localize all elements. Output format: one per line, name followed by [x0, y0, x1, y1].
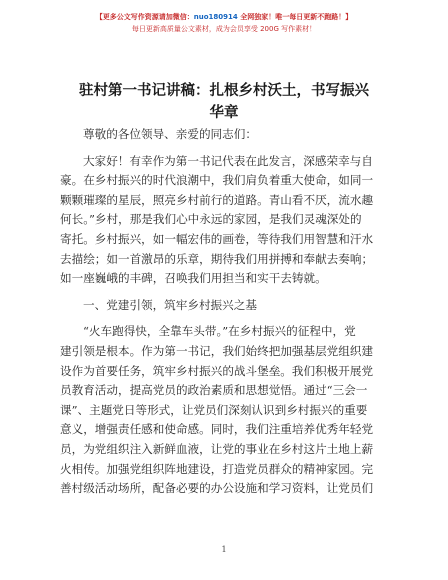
banner-wechat-id: nuo180914	[193, 13, 238, 21]
paragraph-line: 意义，增强责任感和使命感。同时，我们注重培养优秀年轻党	[60, 422, 374, 437]
paragraph-line: 火相传。加强党组织阵地建设，打造党员群众的精神家园。完	[60, 461, 374, 476]
document-body	[60, 125, 390, 499]
paragraph-line: 建引领是根本。作为第一书记，我们始终把加强基层党组织建	[60, 343, 374, 358]
header-banner-line-2: 每日更新高质量公文素材，成为会员享受 200G 写作素材！	[131, 25, 317, 33]
paragraph-line: 善村级活动场所，配备必要的办公设施和学习资料，让党员们	[60, 481, 374, 496]
paragraph-line: 何长。”乡村，那是我们心中永远的家园，是我们灵魂深处的	[60, 212, 362, 227]
title-line-2: 华章	[209, 105, 239, 121]
paragraph-line: 员，为党组织注入新鲜血液，让党的事业在乡村这片土地上薪	[60, 441, 374, 456]
paragraph-line: 寄托。乡村振兴，如一幅宏伟的画卷，等待我们用智慧和汗水	[60, 231, 374, 246]
paragraph-line: 豪。在乡村振兴的时代浪潮中，我们肩负着重大使命，如同一	[60, 173, 374, 188]
paragraph-line: 大家好！有幸作为第一书记代表在此发言，深感荣幸与自	[83, 153, 373, 168]
paragraph-line: 员教育活动，提高党员的政治素质和思想觉悟。通过“三会一	[60, 383, 368, 398]
paragraph-line: “火车跑得快，全靠车头带。”在乡村振兴的征程中，党	[83, 324, 356, 339]
page-number: 1	[221, 545, 227, 554]
salutation: 尊敬的各位领导、亲爱的同志们：	[83, 127, 257, 141]
header-banner-line-1	[0, 12, 448, 22]
section-heading: 一、党建引领，筑牢乡村振兴之基	[83, 297, 257, 312]
banner-text-part-1: 【更多公文写作资源请加微信：	[95, 13, 194, 21]
document-title	[64, 80, 384, 124]
banner-text-part-2: 全网独家！唯一每日更新不跑路！】	[237, 13, 353, 21]
paragraph-line: 颗颗璀璨的星辰，照亮乡村前行的道路。青山看不厌，流水趣	[60, 192, 374, 207]
paragraph-line: 去描绘；如一首激昂的乐章，期待我们用拼搏和奉献去奏响；	[60, 251, 374, 266]
paragraph-line: 课”、主题党日等形式，让党员们深刻认识到乡村振兴的重要	[60, 402, 368, 417]
paragraph-line: 设作为首要任务，筑牢乡村振兴的战斗堡垒。我们积极开展党	[60, 363, 374, 378]
title-line-1: 驻村第一书记讲稿：扎根乡村沃土，书写振兴	[79, 83, 369, 99]
paragraph-line: 如一座巍峨的丰碑，召唤我们用担当和实干去铸就。	[60, 271, 327, 286]
